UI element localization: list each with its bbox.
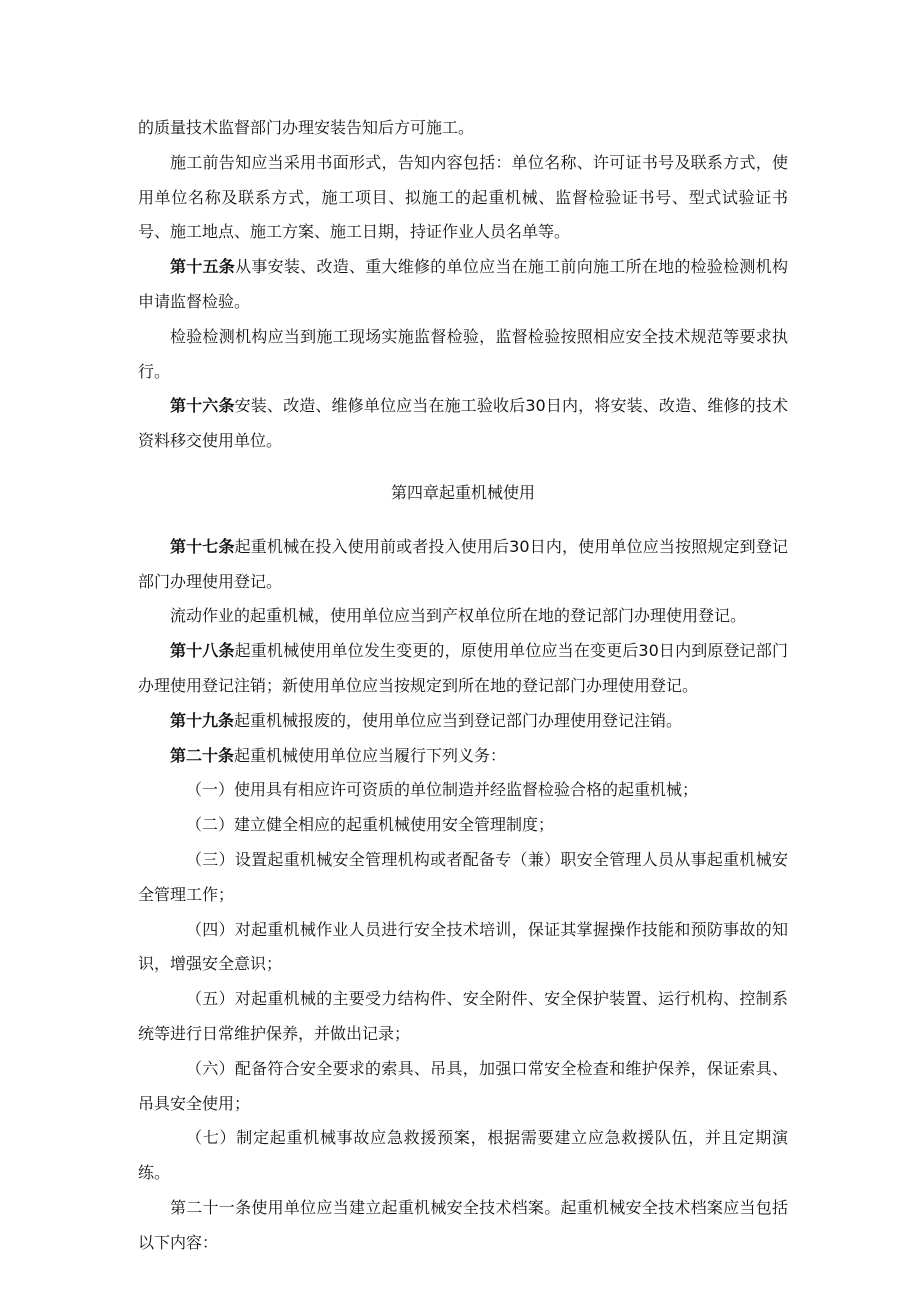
article-15-label: 第十五条 <box>170 257 236 277</box>
article-18-text: 起重机械使用单位发生变更的，原使用单位应当在变更后30日内到原登记部门办理使用登记注销；新使用单位应当按规定到所在地的登记部门办理使用登记。 <box>138 641 788 695</box>
paragraph-notice-content: 施工前告知应当采用书面形式，告知内容包括：单位名称、许可证书号及联系方式，使用单位名称及联系方式，施工项目、拟施工的起重机械、监督检验证书号、型式试验证书号、施工地点、施工方案、施工日期，持证作业人员名单等。 <box>138 152 788 242</box>
article-18 <box>138 634 788 704</box>
article-16-text: 安装、改造、维修单位应当在施工验收后30日内，将安装、改造、维修的技术资料移交使用单位。 <box>138 396 788 451</box>
list-item: （一）使用具有相应许可资质的单位制造并经监督检验合格的起重机械； <box>186 780 699 800</box>
article-15-text: 从事安装、改造、重大维修的单位应当在施工前向施工所在地的检验检测机构申请监督检验。 <box>138 257 788 311</box>
list-item: （四）对起重机械作业人员进行安全技术培训，保证其掌握操作技能和预防事故的知识，增强安全意识； <box>138 919 788 974</box>
paragraph-inspection: 检验检测机构应当到施工现场实施监督检验，监督检验按照相应安全技术规范等要求执行。 <box>138 326 788 381</box>
article-19-text: 起重机械报废的，使用单位应当到登记部门办理使用登记注销。 <box>234 710 683 730</box>
list-item: （六）配备符合安全要求的索具、吊具，加强口常安全检查和维护保养，保证索具、吊具安全使用； <box>138 1058 788 1113</box>
paragraph-continuation: 的质量技术监督部门办理安装告知后方可施工。 <box>138 118 475 137</box>
list-item: （二）建立健全相应的起重机械使用安全管理制度； <box>186 815 555 835</box>
article-17 <box>138 530 788 600</box>
list-item: （三）设置起重机械安全管理机构或者配备专（兼）职安全管理人员从事起重机械安全管理工作； <box>138 849 788 904</box>
paragraph-mobile-work: 流动作业的起重机械，使用单位应当到产权单位所在地的登记部门办理使用登记。 <box>170 606 747 626</box>
article-20-label: 第二十条 <box>170 745 235 765</box>
article-18-label: 第十八条 <box>170 641 235 661</box>
article-21: 第二十一条使用单位应当建立起重机械安全技术档案。起重机械安全技术档案应当包括以下内容： <box>138 1197 788 1252</box>
document-page <box>138 111 788 1261</box>
list-item: （七）制定起重机械事故应急救援预案，根据需要建立应急救援队伍，并且定期演练。 <box>138 1128 788 1183</box>
article-17-label: 第十七条 <box>170 536 235 556</box>
article-20 <box>138 739 788 774</box>
article-16-label: 第十六条 <box>170 396 235 416</box>
article-19-label: 第十九条 <box>170 710 235 730</box>
article-17-text: 起重机械在投入使用前或者投入使用后30日内，使用单位应当按照规定到登记部门办理使用登记。 <box>138 536 788 591</box>
article-16 <box>138 389 788 459</box>
chapter-heading: 第四章起重机械使用 <box>390 482 535 502</box>
article-20-text: 起重机械使用单位应当履行下列义务： <box>234 745 507 765</box>
list-item: （五）对起重机械的主要受力结构件、安全附件、安全保护装置、运行机构、控制系统等进行日常维护保养，并做出记录； <box>138 989 788 1043</box>
article-15 <box>138 250 788 320</box>
article-19 <box>138 704 788 739</box>
